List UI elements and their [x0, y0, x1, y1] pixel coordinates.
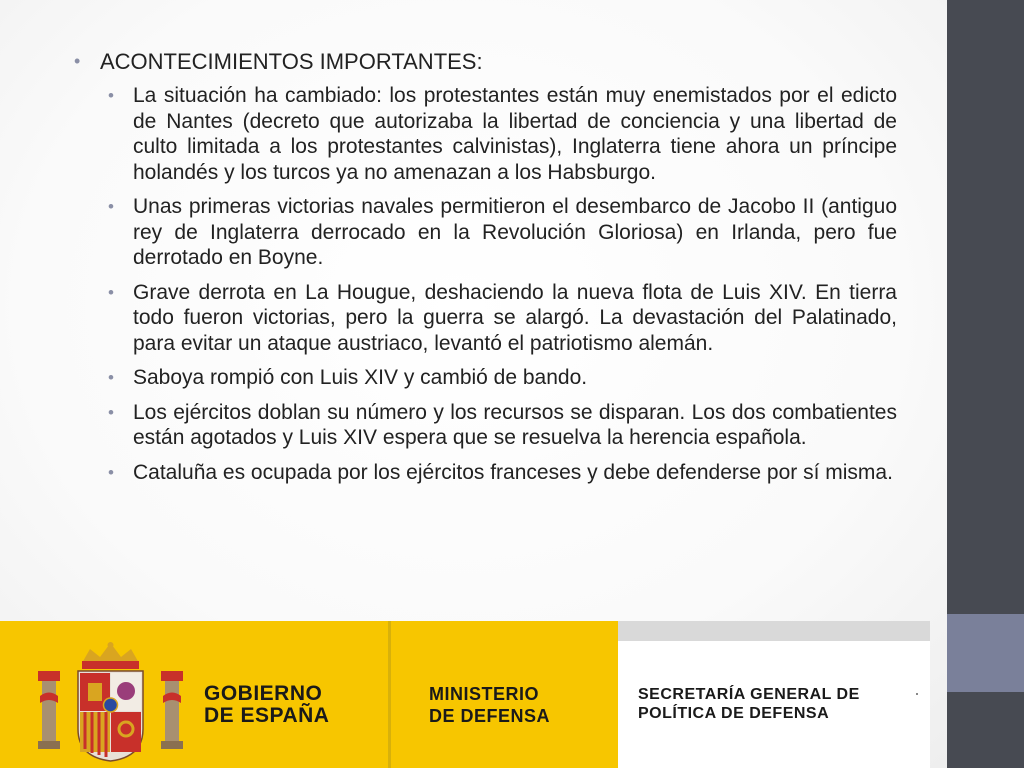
bullet-icon: • [108, 402, 114, 422]
secretaria-top-line [618, 621, 930, 641]
list-item-text: Grave derrota en La Hougue, deshaciendo la nueva flota de Luis XIV. En tierra todo fueron victorias, pero la guerra se alargó. La devastación del Palatinado, para evitar un ataque austriaco, levantó el patriotismo alemán. [133, 280, 897, 355]
section-heading [72, 48, 897, 75]
bullet-icon: • [108, 368, 114, 387]
bullet-icon: • [108, 462, 114, 482]
side-bar-accent [947, 614, 1024, 692]
list-item [106, 83, 897, 185]
gobierno-logo [0, 621, 388, 768]
bullet-list [72, 83, 897, 485]
list-item-text: Los ejércitos doblan su número y los recursos se disparan. Los dos combatientes están agotados y Luis XIV espera que se resuelva la herencia española. [133, 400, 897, 449]
bullet-icon: • [108, 86, 114, 105]
coat-of-arms-icon [38, 641, 183, 763]
ministerio-label: MINISTERIO DE DEFENSA [429, 684, 551, 726]
side-bar [947, 0, 1024, 768]
secretaria-logo [618, 621, 930, 768]
list-item-text: La situación ha cambiado: los protestantes están muy enemistados por el edicto de Nantes (decreto que autorizaba la libertad de conciencia y una libertad de culto limitada a los protestantes calvinistas), Inglaterra tiene ahora un príncipe holandés y los turcos ya no amenazan a los Habsburgo. [133, 84, 897, 184]
decorative-dot [916, 693, 918, 695]
secretaria-label: SECRETARÍA GENERAL DE POLÍTICA DE DEFENSA [638, 686, 860, 722]
gobierno-label: GOBIERNO DE ESPAÑA [204, 682, 330, 727]
list-item [106, 280, 897, 357]
ministerio-logo [391, 621, 618, 768]
bullet-icon: • [108, 282, 114, 302]
bullet-icon: • [108, 197, 114, 216]
list-item [106, 400, 897, 451]
list-item-text: Unas primeras victorias navales permitieron el desembarco de Jacobo II (antiguo rey de Inglaterra derrocado en la Revolución Gloriosa) en Irlanda, pero fue derrotado en Boyne. [133, 195, 897, 269]
bullet-icon: • [74, 51, 81, 71]
list-item [106, 194, 897, 271]
footer-logo-band [0, 621, 930, 768]
list-item [106, 365, 897, 391]
list-item-text: Saboya rompió con Luis XIV y cambió de bando. [133, 366, 588, 389]
slide-content [72, 48, 897, 494]
section-heading-text: ACONTECIMIENTOS IMPORTANTES: [100, 49, 483, 74]
list-item [106, 460, 897, 486]
list-item-text: Cataluña es ocupada por los ejércitos franceses y debe defenderse por sí misma. [133, 460, 893, 484]
